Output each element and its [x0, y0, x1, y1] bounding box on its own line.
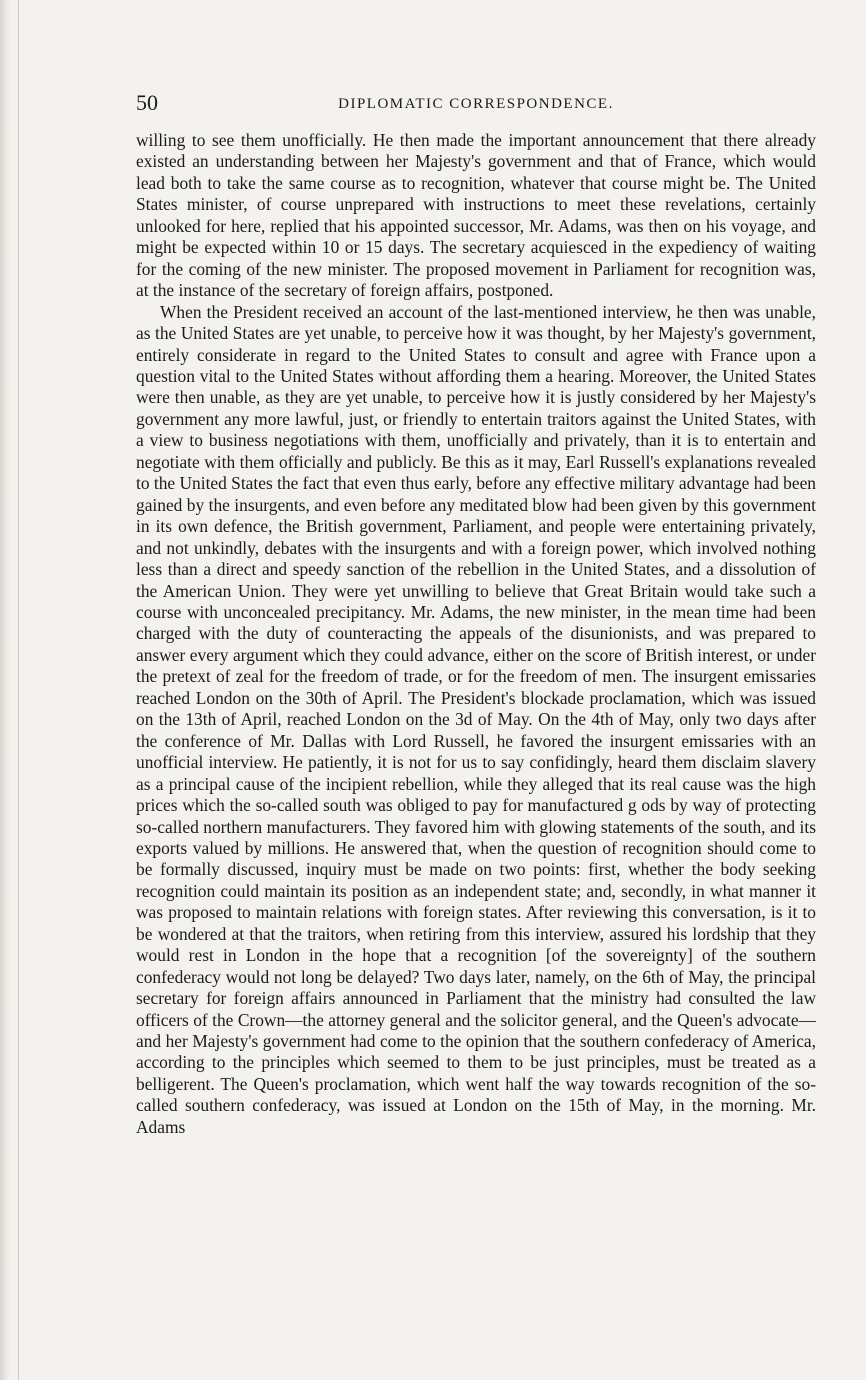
binding-line [18, 0, 19, 1380]
page-header [136, 88, 816, 118]
page-edge-shadow [0, 0, 10, 1380]
paragraph-continued: willing to see them unofficially. He then made the important announcement that there already existed an understanding between her Majesty's government and that of France, which would lead both to take the same course as to recognition, whatever that course might be. The United States minister, of course unprepared with instructions to meet these revelations, certainly unlooked for here, replied that his appointed successor, Mr. Adams, was then on his voyage, and might be expected within 10 or 15 days. The secretary acquiesced in the expediency of waiting for the coming of the new minister. The proposed movement in Parliament for recognition was, at the instance of the secretary of foreign affairs, postponed. [136, 130, 816, 301]
page-number: 50 [136, 90, 158, 115]
paragraph: When the President received an account of the last-mentioned interview, he then was unable, as the United States are yet unable, to perceive how it was thought, by her Majesty's government, entirely considerate in regard to the United States to consult and agree with France upon a question vital to the United States without affording them a hearing. Moreover, the United States were then unable, as they are yet unable, to perceive how it is justly considered by her Majesty's government any more lawful, just, or friendly to entertain traitors against the United States, with a view to business negotiations with them, unofficially and privately, than it is to entertain and negotiate with them officially and publicly. Be this as it may, Earl Russell's explanations revealed to the United States the fact that even thus early, before any effective military advantage had been gained by the insurgents, and even before any meditated blow had been given by this government in its own defence, the British government, Parliament, and people were entertaining privately, and not unkindly, debates with the insurgents and with a foreign power, which involved nothing less than a direct and speedy sanction of the rebellion in the United States, and a dissolution of the American Union. They were yet unwilling to believe that Great Britain would take such a course with unconcealed precipitancy. Mr. Adams, the new minister, in the mean time had been charged with the duty of counteracting the appeals of the disunionists, and was prepared to answer every argument which they could advance, either on the score of British interest, or under the pretext of zeal for the freedom of trade, or for the freedom of men. The insurgent emissaries reached London on the 30th of April. The President's blockade proclamation, which was issued on the 13th of April, reached London on the 3d of May. On the 4th of May, only two days after the conference of Mr. Dallas with Lord Russell, he favored the insurgent emissaries with an unofficial interview. He patiently, it is not for us to say confidingly, heard them disclaim slavery as a principal cause of the incipient rebellion, while they alleged that its real cause was the high prices which the so-called south was obliged to pay for manufactured g ods by way of protecting so-called northern manufacturers. They favored him with glowing statements of the south, and its exports valued by millions. He answered that, when the question of recognition should come to be formally discussed, inquiry must be made on two points: first, whether the body seeking recognition could maintain its position as an independent state; and, secondly, in what manner it was proposed to maintain relations with foreign states. After reviewing this conversation, is it to be wondered at that the traitors, when retiring from this interview, assured his lordship that they would rest in London in the hope that a recognition [of the sovereignty] of the southern confederacy would not long be delayed? Two days later, namely, on the 6th of May, the principal secretary for foreign affairs announced in Parliament that the ministry had consulted the law officers of the Crown—the attorney general and the solicitor general, and the Queen's advocate—and her Majesty's government had come to the opinion that the southern confederacy of America, according to the principles which seemed to them to be just principles, must be treated as a belligerent. The Queen's proclamation, which went half the way towards recognition of the so-called southern confederacy, was issued at London on the 15th of May, in the morning. Mr. Adams [136, 301, 816, 1137]
body-text [136, 130, 816, 1138]
running-title: DIPLOMATIC CORRESPONDENCE. [338, 96, 614, 112]
